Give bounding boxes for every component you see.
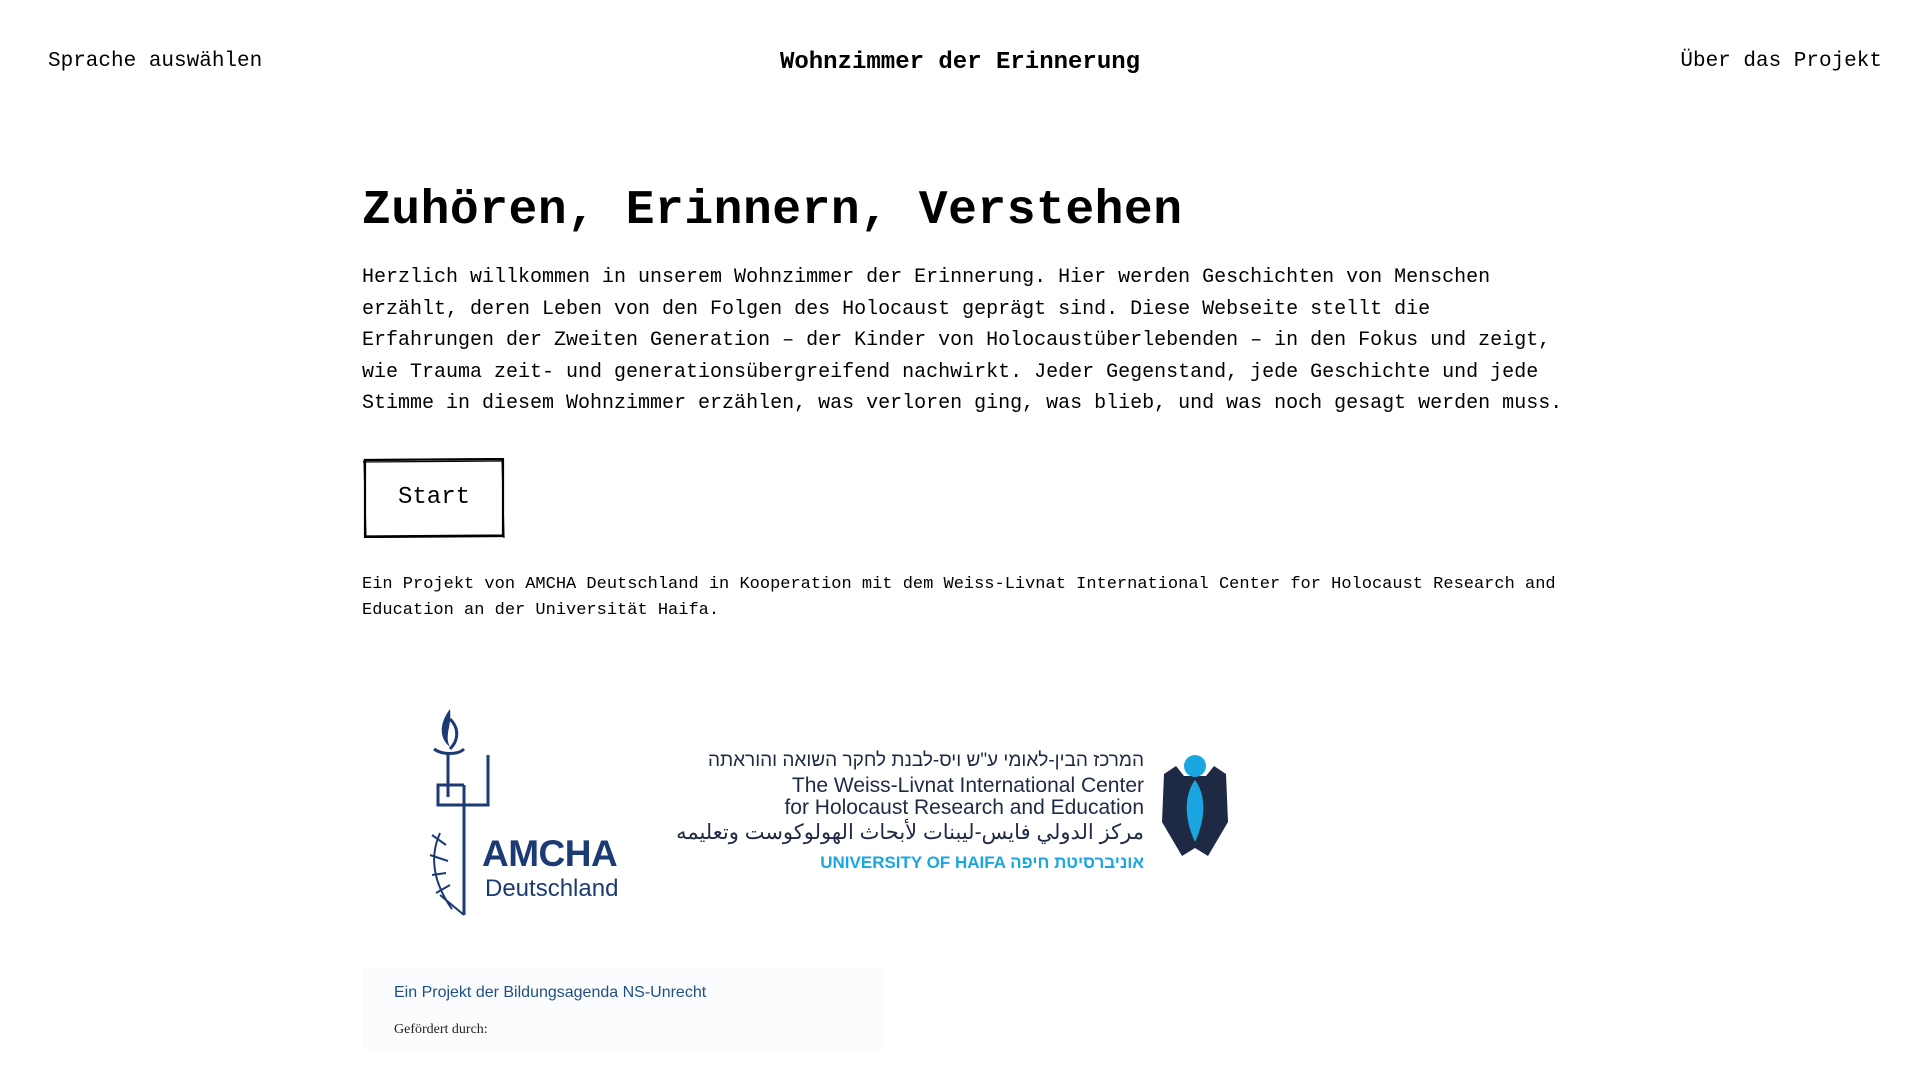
site-title[interactable]: Wohnzimmer der Erinnerung bbox=[779, 49, 1141, 76]
weiss-livnat-logo[interactable] bbox=[634, 750, 1234, 880]
funding-subtitle: Gefördert durch: bbox=[394, 1022, 488, 1037]
haifa-emblem-icon bbox=[1156, 752, 1234, 862]
amcha-logo[interactable] bbox=[400, 705, 619, 920]
intro-paragraph: Herzlich willkommen in unserem Wohnzimmer der Erinnerung. Hier werden Geschichten von Menschen erzählt, deren Leben von den Folgen des Holocaust geprägt sind. Diese Webseite stellt die Erfahrungen der Zweiten Generation – der Kinder von Holocaustüberlebenden – in den Fokus und zeigt, wie Trauma zeit- und generationsübergreifend nachwirkt. Jeder Gegenstand, jede Geschichte und jede Stimme in diesem Wohnzimmer erzählen, was verloren ging, was blieb, und was noch gesagt werden muss. bbox=[362, 266, 1563, 415]
amcha-wordmark: AMCHA bbox=[482, 833, 618, 874]
university-of-haifa-label: UNIVERSITY OF HAIFA אוניברסיטת חיפה bbox=[820, 853, 1144, 872]
main-content bbox=[362, 180, 1572, 624]
weiss-arabic-name: مركز الدولي فايس-ليبنات لأبحاث الهولوكوست وتعليمه bbox=[676, 821, 1144, 844]
funding-title: Ein Projekt der Bildungsagenda NS-Unrecht bbox=[394, 984, 707, 1001]
language-selector-link[interactable]: Sprache auswählen bbox=[48, 50, 263, 73]
funding-banner bbox=[362, 968, 884, 1050]
weiss-english-name-1: The Weiss-Livnat International Center bbox=[791, 774, 1144, 797]
page-headline: Zuhören, Erinnern, Verstehen bbox=[362, 184, 1183, 238]
about-project-link[interactable]: Über das Projekt bbox=[1680, 50, 1882, 73]
top-navigation bbox=[0, 0, 1920, 120]
project-credit: Ein Projekt von AMCHA Deutschland in Kooperation mit dem Weiss-Livnat International Center for Holocaust Research and Education an der Universität Haifa. bbox=[362, 574, 1556, 620]
amcha-subtitle: Deutschland bbox=[485, 875, 619, 902]
start-button[interactable]: Start bbox=[362, 458, 506, 538]
partner-logos bbox=[362, 705, 1262, 925]
start-button-container bbox=[362, 458, 506, 538]
weiss-hebrew-name: המרכז הבין-לאומי ע"ש ויס-לבנת לחקר השואה והוראתה bbox=[707, 750, 1144, 771]
weiss-english-name-2: for Holocaust Research and Education bbox=[784, 796, 1144, 819]
